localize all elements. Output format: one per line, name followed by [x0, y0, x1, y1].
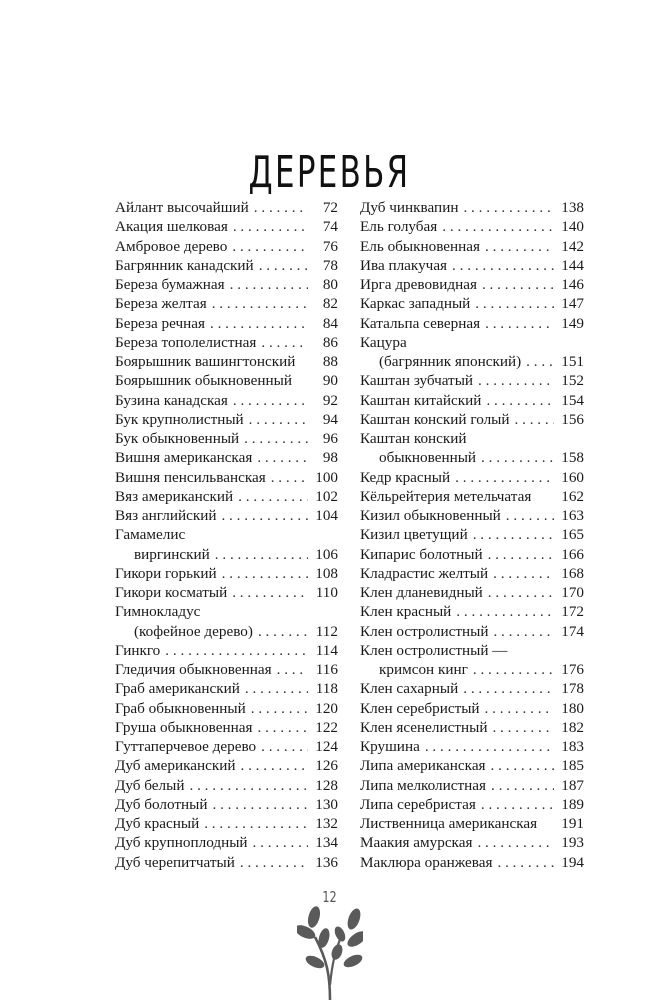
- entry-page: 90: [322, 372, 338, 390]
- toc-entry: [360, 776, 584, 795]
- leader-dots: [277, 660, 308, 679]
- toc-entry: [115, 525, 338, 564]
- entry-name: Береза тополелистная: [115, 333, 257, 351]
- toc-entry: [115, 583, 338, 602]
- leader-dots: [189, 776, 308, 795]
- entry-page: 128: [315, 776, 338, 794]
- entry-name: Береза бумажная: [115, 276, 225, 293]
- page-title: ДЕРЕВЬЯ: [248, 147, 411, 199]
- entry-page: 140: [561, 218, 584, 236]
- entry-name: Клен красный: [360, 603, 452, 621]
- leader-dots: [425, 737, 554, 756]
- leader-dots: [165, 641, 308, 660]
- leader-dots: [238, 487, 308, 506]
- leader-dots: [491, 756, 554, 775]
- toc-entry: [115, 602, 338, 641]
- toc-entry: [360, 410, 584, 429]
- toc-entry: [115, 487, 338, 506]
- entry-name: Липа серебристая: [360, 795, 476, 813]
- toc-right-column: [360, 198, 584, 872]
- entry-name: Гимнокладус: [115, 603, 201, 621]
- leader-dots: [485, 699, 554, 718]
- entry-name: Катальпа северная: [360, 314, 481, 332]
- leader-dots: [222, 564, 308, 583]
- entry-name: Липа американская: [360, 757, 486, 775]
- entry-name: Клен ясенелистный: [360, 718, 488, 736]
- toc-entry: [360, 275, 584, 294]
- toc-entry: [115, 448, 338, 467]
- entry-name: Кипарис болотный: [360, 545, 483, 563]
- entry-name: Кизил цветущий: [360, 526, 468, 544]
- toc-entry: [360, 545, 584, 564]
- entry-name: Граб обыкновенный: [115, 699, 246, 717]
- toc-entry: [360, 679, 584, 698]
- entry-page: 72: [322, 199, 338, 216]
- entry-page: 94: [322, 410, 338, 428]
- entry-name: Каштан конский голый: [360, 410, 510, 428]
- leader-dots: [232, 583, 308, 602]
- entry-page: 112: [315, 622, 338, 640]
- toc-entry: [360, 217, 584, 236]
- entry-name: Дуб чинквапин: [360, 199, 459, 216]
- entry-page: 194: [561, 853, 584, 871]
- entry-name: Ива плакучая: [360, 256, 448, 274]
- toc-entry: [115, 352, 338, 371]
- toc-entry: [115, 429, 338, 448]
- toc-entry: [115, 256, 338, 275]
- leader-dots: [452, 256, 554, 275]
- entry-name: Гуттаперчевое дерево: [115, 738, 257, 755]
- entry-page: 183: [561, 738, 584, 755]
- leader-dots: [463, 198, 554, 217]
- leader-dots: [233, 391, 308, 410]
- leader-dots: [485, 237, 554, 256]
- entry-name: Дуб черепитчатый: [115, 853, 235, 871]
- entry-page: 182: [561, 718, 584, 736]
- entry-page: 149: [561, 314, 584, 332]
- entry-name: Груша обыкновенная: [115, 718, 253, 736]
- leader-dots: [455, 468, 554, 487]
- toc-entry: [115, 814, 338, 833]
- toc-entry: [115, 314, 338, 333]
- entry-page: 172: [561, 603, 584, 621]
- leader-dots: [456, 602, 554, 621]
- tree-sprout-icon: [297, 905, 363, 1000]
- entry-page: 142: [561, 237, 584, 255]
- entry-name: Боярышник обыкновенный: [115, 372, 292, 390]
- entry-name: Каштан зубчатый: [360, 372, 474, 390]
- entry-page: 84: [322, 314, 338, 332]
- entry-page: 193: [561, 834, 584, 852]
- entry-name: Бук обыкновенный: [115, 430, 240, 447]
- entry-page: 100: [315, 468, 338, 486]
- entry-name: Кацура: [360, 333, 407, 351]
- leader-dots: [481, 795, 554, 814]
- leader-dots: [497, 853, 554, 872]
- leader-dots: [261, 333, 308, 352]
- entry-name: Береза желтая: [115, 295, 207, 313]
- toc-entry: [115, 853, 338, 872]
- entry-page: 74: [322, 218, 338, 236]
- toc-entry: [360, 602, 584, 621]
- entry-name: Клен остролистный —: [360, 641, 508, 659]
- entry-page: 185: [561, 757, 584, 775]
- toc-entry: [115, 737, 338, 756]
- leader-dots: [245, 679, 308, 698]
- toc-entry: [115, 660, 338, 679]
- page-number: 12: [322, 888, 337, 906]
- entry-page: 187: [561, 776, 584, 794]
- entry-page: 152: [561, 372, 584, 390]
- entry-name-continued: кримсон кинг: [379, 661, 468, 678]
- entry-page: 154: [561, 391, 584, 409]
- entry-page: 176: [561, 661, 584, 678]
- toc-entry: [360, 718, 584, 737]
- leader-dots: [230, 275, 308, 294]
- entry-page: 92: [322, 391, 338, 409]
- toc-entry: [360, 853, 584, 872]
- entry-name: Боярышник вашингтонский: [115, 353, 296, 370]
- leader-dots: [477, 833, 554, 852]
- toc-entry: [115, 294, 338, 313]
- leader-dots: [253, 833, 308, 852]
- entry-page: 124: [315, 738, 338, 755]
- leader-dots: [485, 314, 554, 333]
- entry-name: Дуб американский: [115, 757, 236, 775]
- entry-page: 165: [561, 526, 584, 544]
- entry-name: Багрянник канадский: [115, 256, 254, 274]
- leader-dots: [232, 237, 308, 256]
- entry-page: 98: [322, 449, 338, 467]
- toc-entry: [115, 833, 338, 852]
- leader-dots: [251, 699, 308, 718]
- entry-page: 76: [322, 237, 338, 255]
- leader-dots: [271, 468, 308, 487]
- leader-dots: [210, 314, 308, 333]
- entry-page: 114: [315, 641, 338, 659]
- entry-name-continued: (кофейное дерево): [134, 622, 253, 640]
- entry-name-continued: виргинский: [134, 545, 210, 563]
- toc-entry: [115, 718, 338, 737]
- entry-name: Амбровое дерево: [115, 237, 228, 255]
- entry-name: Кёльрейтерия метельчатая: [360, 487, 532, 505]
- entry-page: 170: [561, 584, 584, 601]
- toc-entry: [115, 564, 338, 583]
- entry-name: Вишня американская: [115, 449, 253, 467]
- toc-entry: [360, 814, 584, 833]
- toc-entry: [115, 198, 338, 217]
- leader-dots: [493, 622, 554, 641]
- entry-page: 80: [322, 276, 338, 293]
- leader-dots: [481, 448, 554, 467]
- entry-page: 166: [561, 545, 584, 563]
- leader-dots: [221, 506, 308, 525]
- toc-entry: [115, 776, 338, 795]
- leader-dots: [478, 371, 554, 390]
- leader-dots: [259, 256, 308, 275]
- leader-dots: [244, 429, 308, 448]
- entry-page: 116: [315, 661, 338, 678]
- entry-name: Гамамелис: [115, 526, 186, 544]
- leader-dots: [212, 795, 308, 814]
- toc-entry: [115, 679, 338, 698]
- leader-dots: [515, 410, 554, 429]
- entry-name: Маклюра оранжевая: [360, 853, 493, 871]
- toc-entry: [360, 198, 584, 217]
- toc-entry: [360, 622, 584, 641]
- entry-page: 138: [561, 199, 584, 216]
- toc-entry: [360, 641, 584, 680]
- toc-entry: [360, 237, 584, 256]
- entry-name-continued: (багрянник японский): [379, 353, 522, 370]
- entry-name: Акация шелковая: [115, 218, 228, 236]
- entry-name: Дуб белый: [115, 776, 185, 794]
- leader-dots: [493, 564, 554, 583]
- toc-entry: [360, 333, 584, 372]
- entry-name: Вяз английский: [115, 507, 217, 524]
- toc-entry: [115, 333, 338, 352]
- entry-page: 96: [322, 430, 338, 447]
- entry-name: Клен сахарный: [360, 680, 459, 698]
- entry-name: Крушина: [360, 738, 420, 755]
- entry-page: 146: [561, 276, 584, 293]
- entry-name: Бузина канадская: [115, 391, 228, 409]
- entry-page: 162: [561, 487, 584, 505]
- entry-page: 136: [315, 853, 338, 871]
- toc-entry: [360, 737, 584, 756]
- entry-name: Клен дланевидный: [360, 584, 483, 601]
- leader-dots: [473, 660, 554, 679]
- leader-dots: [212, 294, 308, 313]
- entry-name: Каркас западный: [360, 295, 471, 313]
- entry-name: Гледичия обыкновенная: [115, 661, 272, 678]
- leader-dots: [475, 294, 554, 313]
- entry-name: Ель голубая: [360, 218, 438, 236]
- leader-dots: [488, 583, 554, 602]
- entry-page: 86: [322, 333, 338, 351]
- toc-entry: [360, 833, 584, 852]
- entry-page: 82: [322, 295, 338, 313]
- toc-entry: [360, 795, 584, 814]
- leader-dots: [442, 217, 554, 236]
- leader-dots: [261, 737, 308, 756]
- entry-page: 156: [561, 410, 584, 428]
- entry-name-continued: обыкновенный: [379, 449, 477, 467]
- entry-name: Лиственница американская: [360, 815, 538, 832]
- leader-dots: [240, 853, 308, 872]
- leader-dots: [491, 776, 554, 795]
- entry-page: 130: [315, 795, 338, 813]
- entry-name: Каштан конский: [360, 430, 467, 447]
- toc-entry: [360, 294, 584, 313]
- entry-page: 189: [561, 795, 584, 813]
- leader-dots: [257, 718, 308, 737]
- entry-page: 174: [561, 622, 584, 640]
- entry-page: 106: [315, 545, 338, 563]
- entry-page: 102: [315, 487, 338, 505]
- entry-page: 178: [561, 680, 584, 698]
- entry-page: 158: [561, 449, 584, 467]
- entry-name: Клен серебристый: [360, 699, 480, 717]
- entry-name: Вишня пенсильванская: [115, 468, 266, 486]
- entry-name: Кедр красный: [360, 468, 451, 486]
- entry-name: Ирга древовидная: [360, 276, 477, 293]
- leader-dots: [488, 545, 554, 564]
- entry-name: Граб американский: [115, 680, 240, 698]
- leader-dots: [486, 391, 554, 410]
- leader-dots: [249, 410, 308, 429]
- toc-entry: [360, 525, 584, 544]
- entry-page: 160: [561, 468, 584, 486]
- toc-entry: [360, 564, 584, 583]
- leader-dots: [258, 622, 308, 641]
- toc-entry: [115, 410, 338, 429]
- entry-page: 168: [561, 564, 584, 582]
- entry-page: 104: [315, 507, 338, 524]
- entry-page: 122: [315, 718, 338, 736]
- toc-entry: [360, 756, 584, 775]
- entry-page: 151: [561, 353, 584, 370]
- toc-entry: [360, 429, 584, 468]
- toc-entry: [360, 583, 584, 602]
- toc-entry: [360, 391, 584, 410]
- leader-dots: [463, 679, 554, 698]
- entry-page: 88: [322, 353, 338, 370]
- entry-name: Гикори косматый: [115, 584, 228, 601]
- leader-dots: [233, 217, 308, 236]
- toc-entry: [115, 506, 338, 525]
- entry-name: Дуб красный: [115, 815, 200, 832]
- toc-entry: [360, 506, 584, 525]
- entry-name: Дуб болотный: [115, 795, 208, 813]
- entry-name: Каштан китайский: [360, 391, 482, 409]
- toc-entry: [360, 468, 584, 487]
- entry-page: 163: [561, 507, 584, 524]
- entry-name: Кизил обыкновенный: [360, 507, 501, 524]
- toc-entry: [115, 391, 338, 410]
- leader-dots: [215, 545, 308, 564]
- toc-entry: [360, 699, 584, 718]
- entry-name: Кладрастис желтый: [360, 564, 489, 582]
- toc-entry: [360, 371, 584, 390]
- toc-entry: [115, 237, 338, 256]
- entry-page: 191: [561, 815, 584, 832]
- toc-entry: [115, 217, 338, 236]
- leader-dots: [506, 506, 554, 525]
- leader-dots: [492, 718, 554, 737]
- leader-dots: [257, 448, 308, 467]
- leader-dots: [526, 352, 554, 371]
- entry-page: 180: [561, 699, 584, 717]
- entry-page: 120: [315, 699, 338, 717]
- entry-name: Маакия амурская: [360, 834, 473, 852]
- toc-entry: [115, 371, 338, 390]
- toc-entry: [360, 487, 584, 506]
- toc-entry: [360, 314, 584, 333]
- entry-name: Береза речная: [115, 314, 205, 332]
- toc-left-column: [115, 198, 338, 872]
- leader-dots: [240, 756, 308, 775]
- entry-name: Айлант высочайший: [115, 199, 249, 216]
- toc-entry: [115, 468, 338, 487]
- entry-name: Бук крупнолистный: [115, 410, 244, 428]
- toc-entry: [115, 795, 338, 814]
- toc-entry: [360, 256, 584, 275]
- entry-name: Вяз американский: [115, 487, 234, 505]
- entry-name: Гинкго: [115, 641, 161, 659]
- entry-page: 132: [315, 815, 338, 832]
- entry-name: Гикори горький: [115, 564, 217, 582]
- entry-page: 118: [315, 680, 338, 698]
- entry-page: 78: [322, 256, 338, 274]
- entry-page: 108: [315, 564, 338, 582]
- leader-dots: [254, 198, 308, 217]
- leader-dots: [204, 814, 308, 833]
- entry-page: 147: [561, 295, 584, 313]
- entry-name: Дуб крупноплодный: [115, 834, 248, 852]
- entry-page: 134: [315, 834, 338, 852]
- toc-entry: [115, 699, 338, 718]
- entry-name: Клен остролистный: [360, 622, 489, 640]
- entry-page: 144: [561, 256, 584, 274]
- leader-dots: [482, 275, 554, 294]
- toc-entry: [115, 756, 338, 775]
- leader-dots: [473, 525, 554, 544]
- toc-entry: [115, 641, 338, 660]
- entry-page: 126: [315, 757, 338, 775]
- entry-page: 110: [315, 584, 338, 601]
- entry-name: Ель обыкновенная: [360, 237, 481, 255]
- entry-name: Липа мелколистная: [360, 776, 486, 794]
- toc-entry: [115, 275, 338, 294]
